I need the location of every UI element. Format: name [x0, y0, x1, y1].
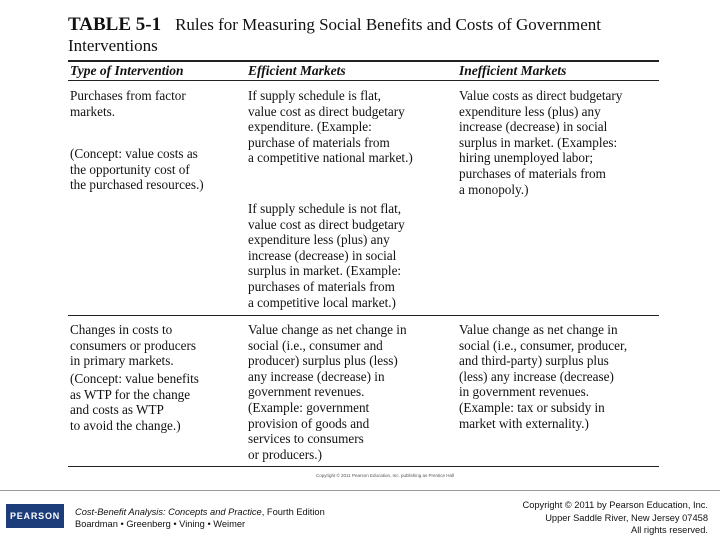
table-copyright-note: Copyright © 2011 Pearson Education, Inc. publishing as Prentice Hall — [315, 473, 455, 478]
header-type-of-intervention: Type of Intervention — [70, 63, 184, 78]
table-title — [68, 14, 668, 56]
book-authors: Boardman • Greenberg • Vining • Weimer — [75, 519, 246, 529]
row2-inefficient: Value change as net change in social (i.e., consumer, producer, and third-party) surplus plus (less) any increase (decrease) in government revenues. (Example: tax or subsidy in market with externality.) — [459, 322, 628, 431]
book-edition: , Fourth Edition — [261, 507, 325, 517]
table-top-rule — [68, 60, 659, 62]
table-row-rule — [68, 315, 659, 316]
copyright-line-3: All rights reserved. — [631, 525, 708, 535]
pearson-logo-text: PEARSON — [9, 511, 61, 521]
table-header-rule — [68, 80, 659, 81]
row1-type-main: Purchases from factor markets. — [70, 88, 186, 119]
row2-type-concept: (Concept: value benefits as WTP for the change and costs as WTP to avoid the change.) — [70, 371, 199, 433]
row2-efficient: Value change as net change in social (i.e., consumer and producer) surplus plus (less) any increase (decrease) in government revenues. (Example: government provision of goods and services to consumers or producers.) — [248, 322, 407, 462]
table-bottom-rule — [68, 466, 659, 467]
row2-type-main: Changes in costs to consumers or producers in primary markets. — [70, 322, 196, 369]
book-title: Cost-Benefit Analysis: Concepts and Practice — [75, 507, 262, 517]
footer-copyright — [523, 499, 709, 537]
header-efficient-markets: Efficient Markets — [248, 63, 346, 78]
copyright-line-2: Upper Saddle River, New Jersey 07458 — [545, 512, 708, 523]
pearson-logo — [6, 504, 64, 528]
row1-efficient-not-flat: If supply schedule is not flat, value cost as direct budgetary expenditure less (plus) any increase (decrease) in social surplus in market. (Example: purchases of materials from a competitive local market.) — [248, 201, 405, 310]
header-inefficient-markets: Inefficient Markets — [459, 63, 567, 78]
row1-efficient-flat: If supply schedule is flat, value cost as direct budgetary expenditure. (Example: purchase of materials from a competitive national market.) — [248, 88, 413, 166]
table-title-line2: Interventions — [68, 36, 158, 55]
copyright-line-1: Copyright © 2011 by Pearson Education, Inc. — [522, 500, 708, 510]
book-citation — [75, 506, 325, 530]
table-number: TABLE 5-1 — [68, 14, 162, 35]
row1-inefficient: Value costs as direct budgetary expenditure less (plus) any increase (decrease) in social surplus in market. (Examples: hiring unemployed labor; purchases of materials from a monopoly.) — [459, 88, 623, 197]
row1-type-concept: (Concept: value costs as the opportunity cost of the purchased resources.) — [70, 146, 204, 193]
table-title-line1: Rules for Measuring Social Benefits and Costs of Government — [175, 15, 601, 34]
footer-divider — [0, 490, 720, 491]
